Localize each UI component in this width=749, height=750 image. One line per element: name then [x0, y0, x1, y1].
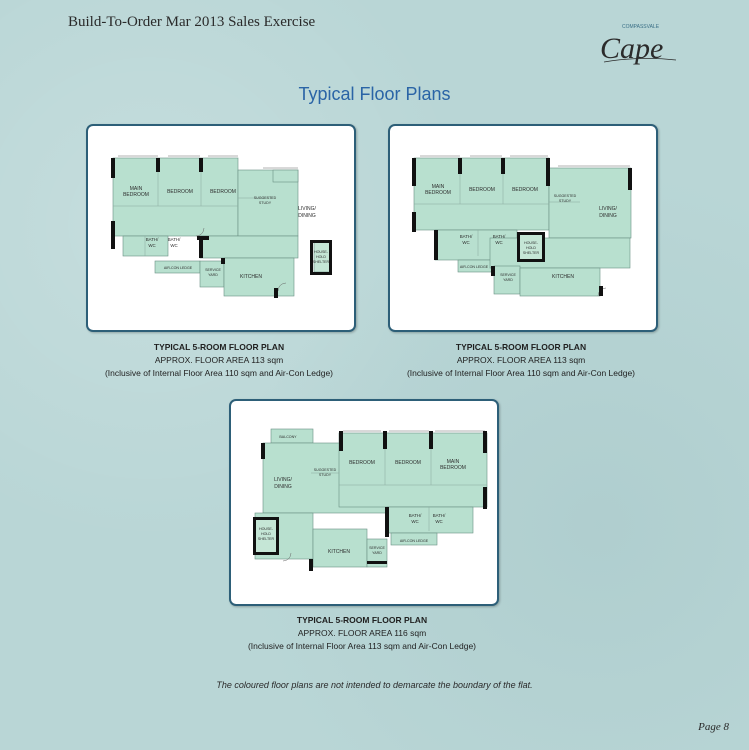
plan-3-bath-b-line2: WC — [435, 519, 443, 524]
plan-3-living-line1: LIVING/ — [274, 477, 292, 483]
plan-3-kitchen: KITCHEN — [328, 549, 350, 555]
plan-1-bedroom-b: BEDROOM — [210, 189, 236, 195]
floor-plan-3-drawing — [231, 401, 497, 604]
plan-2-kitchen: KITCHEN — [552, 274, 574, 280]
plan-1-bath-a-line1: BATH/ — [145, 237, 159, 242]
floor-plan-1-caption — [86, 341, 352, 380]
plan-1-main-bedroom-line2: BEDROOM — [123, 192, 149, 198]
plan-3-study-line1: SUGGESTED — [313, 468, 337, 472]
plan-3-bedroom-b: BEDROOM — [395, 460, 421, 466]
floor-plan-3-area: APPROX. FLOOR AREA 116 sqm — [297, 628, 427, 638]
plan-1-study-line2: STUDY — [258, 201, 272, 205]
floor-plan-2-caption — [388, 341, 654, 380]
floor-plan-2-inclusive: (Inclusive of Internal Floor Area 110 sqm and Air-Con Ledge) — [406, 368, 636, 378]
floor-plan-card-3 — [229, 399, 499, 606]
plan-3-service-line1: SERVICE — [369, 546, 385, 550]
plan-2-shelter-line2: HOLD — [526, 246, 536, 250]
plan-2-study-line2: STUDY — [558, 199, 572, 203]
floor-plan-3-title: TYPICAL 5-ROOM FLOOR PLAN — [296, 615, 428, 625]
plan-2-study-line1: SUGGESTED — [553, 194, 577, 198]
plan-3-bath-a-line1: BATH/ — [408, 513, 422, 518]
floor-plan-1-inclusive: (Inclusive of Internal Floor Area 110 sqm and Air-Con Ledge) — [104, 368, 334, 378]
plan-3-shelter-line2: HOLD — [261, 532, 271, 536]
plan-2-living-line2: DINING — [599, 213, 617, 219]
plan-1-service-line1: SERVICE — [205, 268, 221, 272]
plan-1-living-line1: LIVING/ — [298, 206, 316, 212]
plan-2-shelter-line1: HOUSE- — [524, 241, 538, 245]
page-heading: Typical Floor Plans — [298, 84, 451, 104]
plan-1-kitchen: KITCHEN — [240, 274, 262, 280]
plan-2-bath-b-line1: BATH/ — [492, 234, 506, 239]
plan-1-shelter-line1: HOUSE- — [314, 250, 328, 254]
floor-plan-card-2 — [388, 124, 658, 332]
plan-1-bath-a-line2: WC — [148, 243, 156, 248]
plan-1-shelter-line3: SHELTER — [312, 260, 330, 264]
plan-2-bath-b-line2: WC — [495, 240, 503, 245]
plan-3-shelter-line3: SHELTER — [257, 537, 275, 541]
plan-3-shelter-line1: HOUSE- — [259, 527, 273, 531]
plan-2-bath-a-line2: WC — [462, 240, 470, 245]
plan-3-service-line2: YARD — [372, 551, 382, 555]
plan-2-bedroom-a: BEDROOM — [469, 187, 495, 193]
plan-3-bath-a-line2: WC — [411, 519, 419, 524]
floor-plan-3-caption — [229, 614, 495, 653]
plan-1-aircon-ledge: AIR-CON LEDGE — [163, 266, 193, 270]
compassvale-cape-logo — [600, 16, 680, 72]
plan-3-bath-b-line1: BATH/ — [432, 513, 446, 518]
plan-3-bedroom-a: BEDROOM — [349, 460, 375, 466]
disclaimer-note: The coloured floor plans are not intended to demarcate the boundary of the flat. — [216, 680, 533, 690]
plan-2-bedroom-b: BEDROOM — [512, 187, 538, 193]
plan-3-aircon-ledge: AIR-CON LEDGE — [399, 539, 429, 543]
plan-2-shelter-line3: SHELTER — [522, 251, 540, 255]
logo-small-text: COMPASSVALE — [622, 24, 660, 30]
plan-3-balcony: BALCONY — [279, 435, 297, 439]
floor-plan-card-1 — [86, 124, 356, 332]
floor-plan-1-drawing — [88, 126, 354, 330]
plan-1-bath-b-line1: BATH/ — [167, 237, 181, 242]
header-title: Build-To-Order Mar 2013 Sales Exercise — [68, 14, 316, 30]
plan-1-main-bedroom-line1: MAIN — [129, 186, 143, 192]
floor-plan-1-title: TYPICAL 5-ROOM FLOOR PLAN — [153, 342, 285, 352]
plan-2-service-line2: YARD — [503, 278, 513, 282]
floor-plan-1-area: APPROX. FLOOR AREA 113 sqm — [154, 355, 284, 365]
plan-1-bedroom-a: BEDROOM — [167, 189, 193, 195]
floor-plan-3-inclusive: (Inclusive of Internal Floor Area 113 sqm and Air-Con Ledge) — [247, 641, 477, 651]
plan-3-living-line2: DINING — [274, 484, 292, 490]
plan-1-living-line2: DINING — [298, 213, 316, 219]
plan-3-main-bedroom-line1: MAIN — [446, 459, 460, 465]
plan-1-study-line1: SUGGESTED — [253, 196, 277, 200]
plan-1-shelter-line2: HOLD — [316, 255, 326, 259]
floor-plan-2-drawing — [390, 126, 656, 330]
logo-large-text: Cape — [600, 32, 664, 65]
plan-2-living-line1: LIVING/ — [599, 206, 617, 212]
floor-plan-2-area: APPROX. FLOOR AREA 113 sqm — [456, 355, 586, 365]
plan-1-bath-b-line2: WC — [170, 243, 178, 248]
plan-3-study-line2: STUDY — [318, 473, 332, 477]
plan-2-bath-a-line1: BATH/ — [459, 234, 473, 239]
plan-2-main-bedroom-line2: BEDROOM — [425, 190, 451, 196]
plan-2-aircon-ledge: AIR-CON LEDGE — [459, 265, 489, 269]
page-number: Page 8 — [698, 721, 729, 733]
plan-1-service-line2: YARD — [208, 273, 218, 277]
plan-2-main-bedroom-line1: MAIN — [431, 184, 445, 190]
floor-plan-2-title: TYPICAL 5-ROOM FLOOR PLAN — [455, 342, 587, 352]
plan-3-main-bedroom-line2: BEDROOM — [440, 465, 466, 471]
plan-2-service-line1: SERVICE — [500, 273, 516, 277]
